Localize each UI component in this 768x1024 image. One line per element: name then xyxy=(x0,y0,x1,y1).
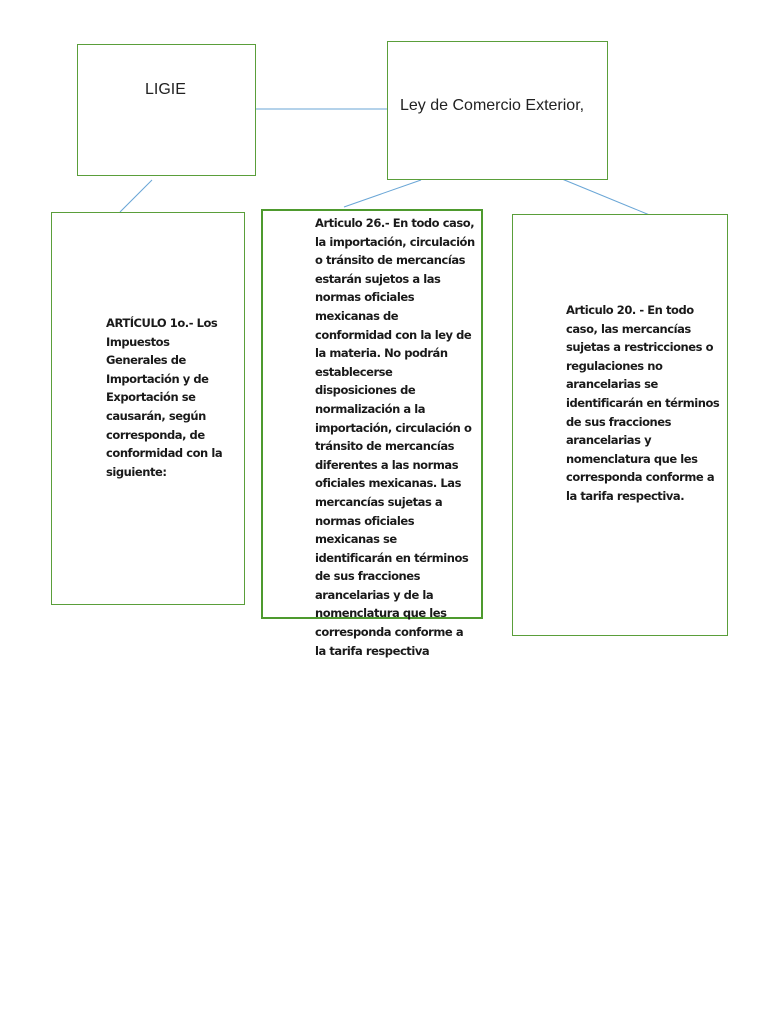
edge-ley-to-articulo-20 xyxy=(562,179,652,216)
edge-ley-to-articulo-26 xyxy=(344,180,421,207)
ligie-label: LIGIE xyxy=(145,81,186,98)
articulo-20-text: Articulo 20. - En todo caso, las mercancías sujetas a restricciones o regulaciones no arancelarias se identificarán en términos de sus fracciones arancelarias y nomenclatura que les corresponda conforme a la tarifa respectiva. xyxy=(566,303,720,503)
ligie-box xyxy=(77,44,256,176)
ley-comercio-exterior-label: Ley de Comercio Exterior, xyxy=(400,97,585,114)
articulo-26-text: Articulo 26.- En todo caso, la importación, circulación o tránsito de mercancías estarán sujetos a las normas oficiales mexicanas de conformidad con la ley de la materia. No podrán establecerse disposiciones de normalización a la importación, circulación o tránsito de mercancías diferentes a las normas oficiales mexicanas. Las mercancías sujetas a normas oficiales mexicanas se identificarán en términos de sus fracciones arancelarias y de la nomenclatura que les corresponda conforme a la tarifa respectiva xyxy=(315,216,475,658)
edge-ligie-to-articulo-1o xyxy=(120,180,152,212)
articulo-1o-text: ARTÍCULO 1o.- Los Impuestos Generales de Importación y de Exportación se causarán, según corresponda, de conformidad con la siguiente: xyxy=(106,316,223,479)
